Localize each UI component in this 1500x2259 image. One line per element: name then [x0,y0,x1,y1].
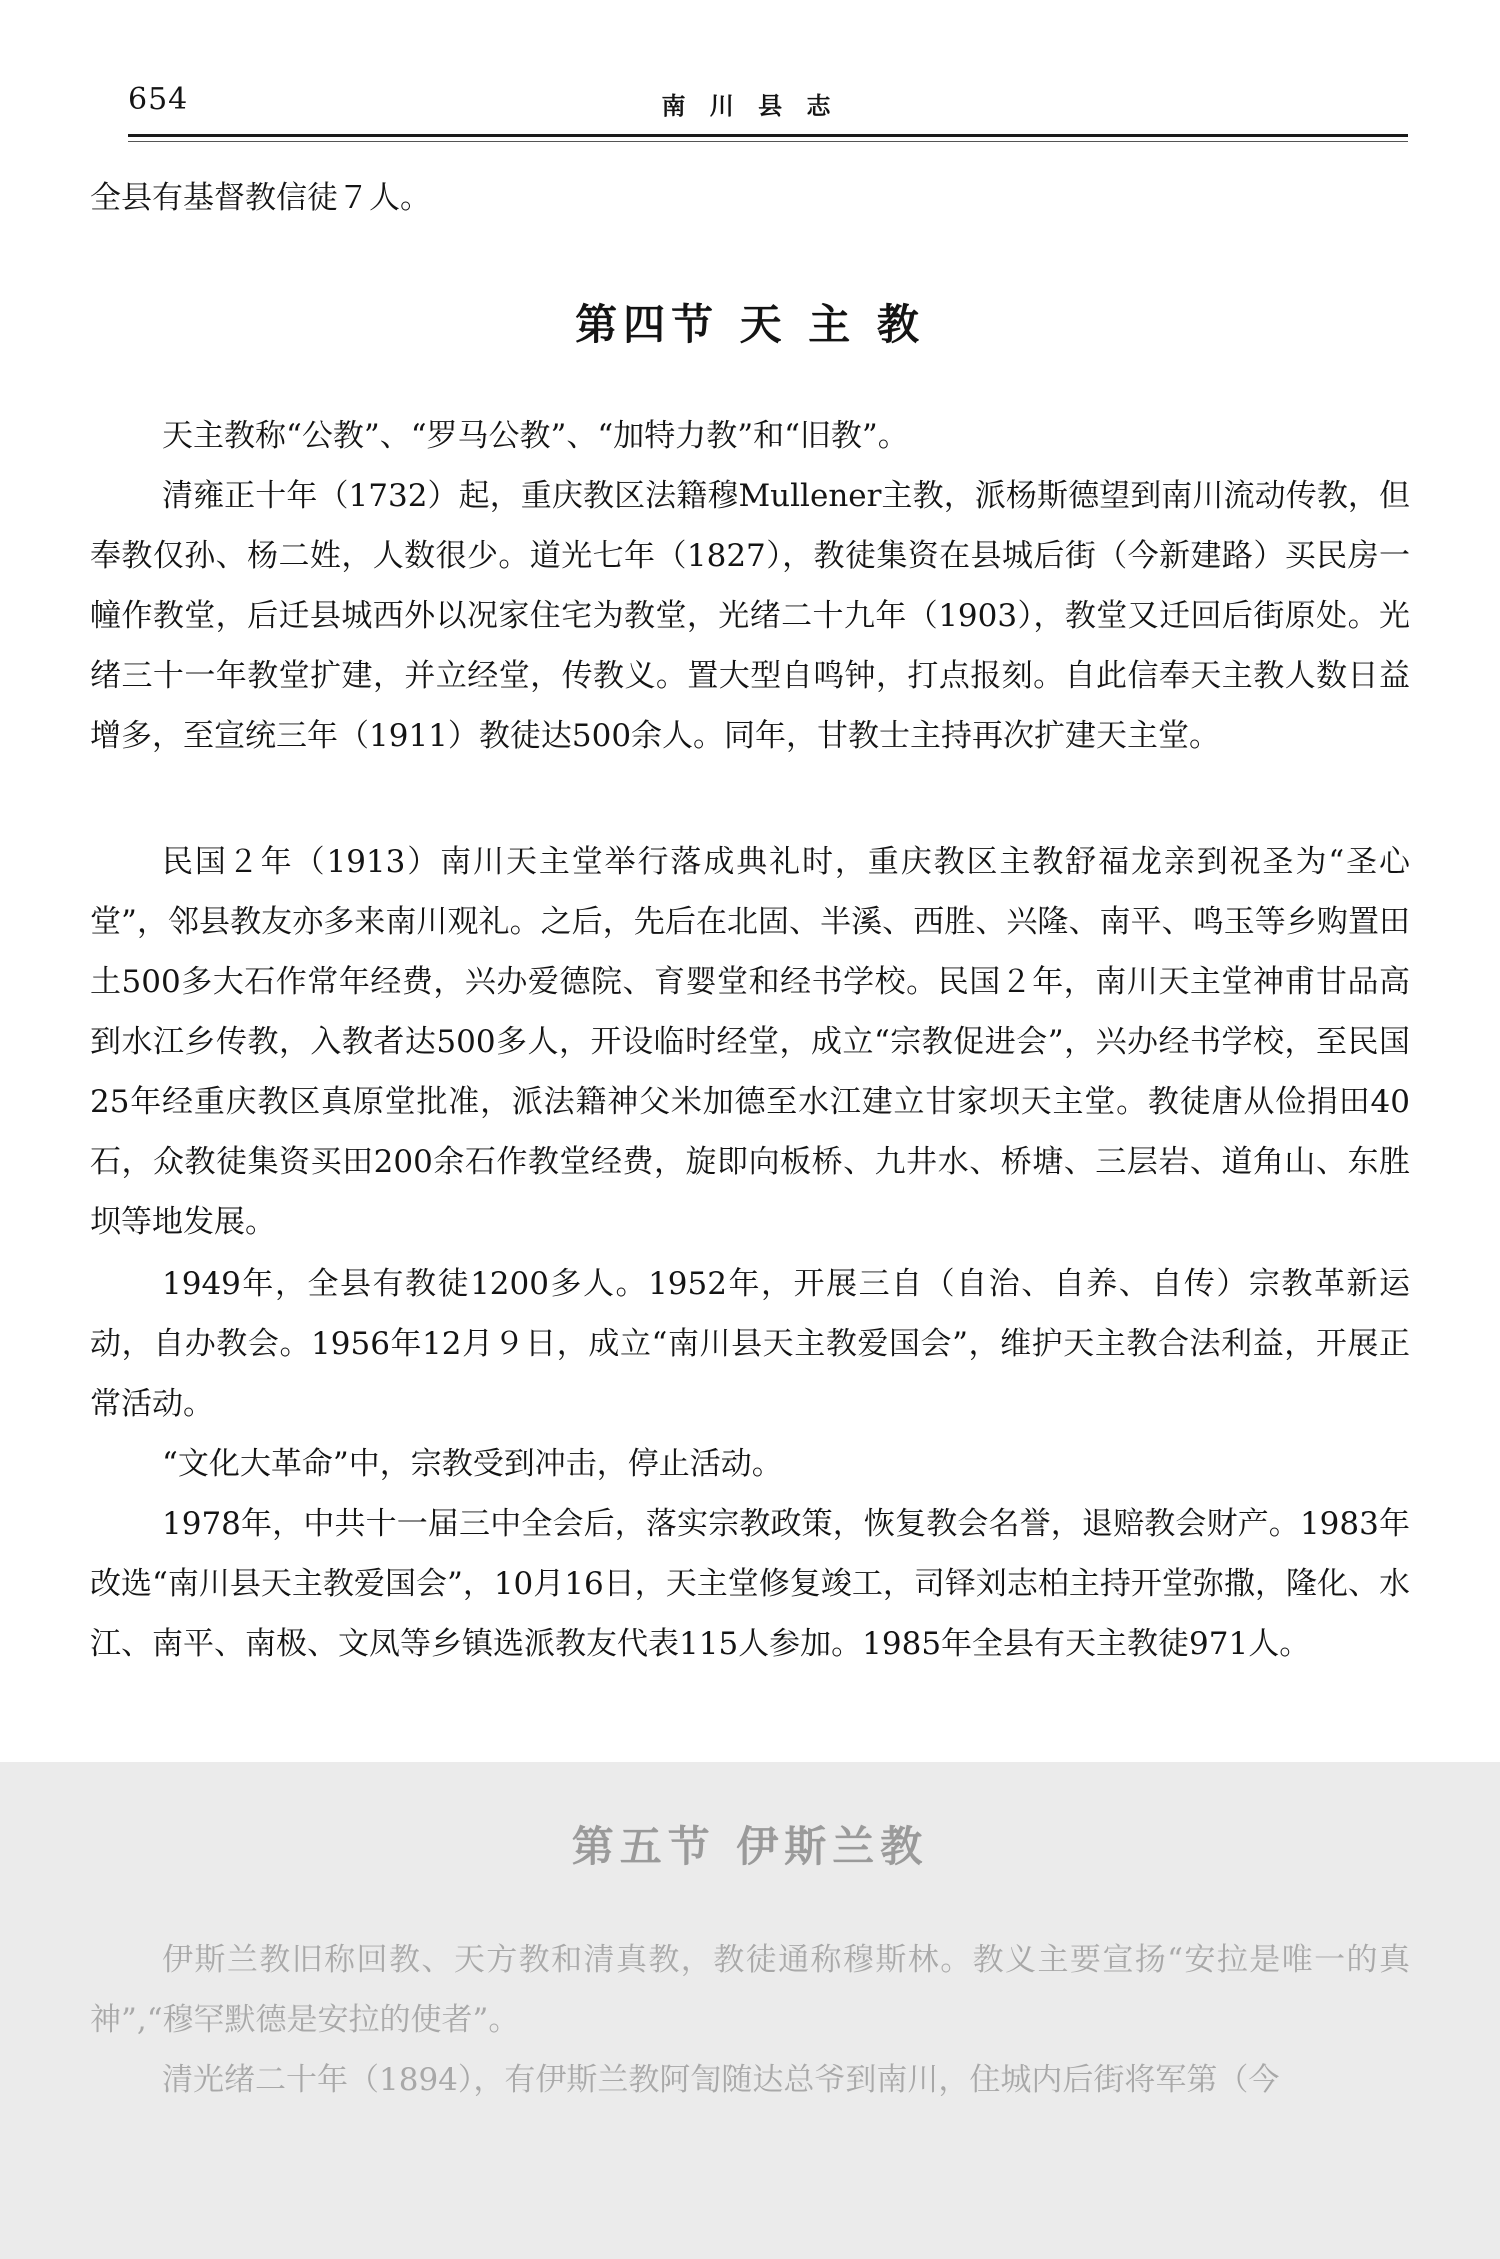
paragraph: 伊斯兰教旧称回教、天方教和清真教，教徒通称穆斯林。教义主要宣扬“安拉是唯一的真神”,“穆罕默德是安拉的使者”。 [90,1942,1410,2038]
header-rule [128,134,1408,137]
paragraph: 1949年，全县有教徒1200多人。1952年，开展三自（自治、自养、自传）宗教革新运动，自办教会。1956年12月９日，成立“南川县天主教爱国会”，维护天主教合法利益，开展正常活动。 [90,1266,1410,1422]
running-title: 南 川 县 志 [661,91,839,120]
carryover-text: 全县有基督教信徒７人。 [90,180,431,216]
faded-continuation-region [0,1762,1500,2259]
section-heading-islam: 第五节 伊斯兰教 [571,1822,929,1871]
page-number: 654 [128,82,189,117]
paragraph: 天主教称“公教”、“罗马公教”、“加特力教”和“旧教”。 [162,418,909,454]
header-rule-thin [128,141,1408,142]
section-heading-catholicism: 第四节 天 主 教 [575,300,925,349]
paragraph: 1978年，中共十一届三中全会后，落实宗教政策，恢复教会名誉，退赔教会财产。1983年改选“南川县天主教爱国会”，10月16日，天主堂修复竣工，司铎刘志柏主持开堂弥撒，隆化、水江、南平、南极、文凤等乡镇选派教友代表115人参加。1985年全县有天主教徒971人。 [90,1506,1410,1662]
paragraph: 清光绪二十年（1894），有伊斯兰教阿訇随达总爷到南川，住城内后街将军第（今 [162,2062,1280,2098]
paragraph: “文化大革命”中，宗教受到冲击，停止活动。 [162,1446,783,1482]
paragraph: 清雍正十年（1732）起，重庆教区法籍穆Mullener主教，派杨斯德望到南川流动传教，但奉教仅孙、杨二姓，人数很少。道光七年（1827），教徒集资在县城后街（今新建路）买民房一幢作教堂，后迁县城西外以况家住宅为教堂，光绪二十九年（1903），教堂又迁回后街原处。光绪三十一年教堂扩建，并立经堂，传教义。置大型自鸣钟，打点报刻。自此信奉天主教人数日益增多，至宣统三年（1911）教徒达500余人。同年，甘教士主持再次扩建天主堂。 [90,478,1410,754]
paragraph: 民国２年（1913）南川天主堂举行落成典礼时，重庆教区主教舒福龙亲到祝圣为“圣心堂”，邻县教友亦多来南川观礼。之后，先后在北固、半溪、西胜、兴隆、南平、鸣玉等乡购置田土500多大石作常年经费，兴办爱德院、育婴堂和经书学校。民国２年，南川天主堂神甫甘品高到水江乡传教，入教者达500多人，开设临时经堂，成立“宗教促进会”，兴办经书学校，至民国25年经重庆教区真原堂批准，派法籍神父米加德至水江建立甘家坝天主堂。教徒唐从俭捐田40石，众教徒集资买田200余石作教堂经费，旋即向板桥、九井水、桥塘、三层岩、道角山、东胜坝等地发展。 [90,844,1410,1240]
